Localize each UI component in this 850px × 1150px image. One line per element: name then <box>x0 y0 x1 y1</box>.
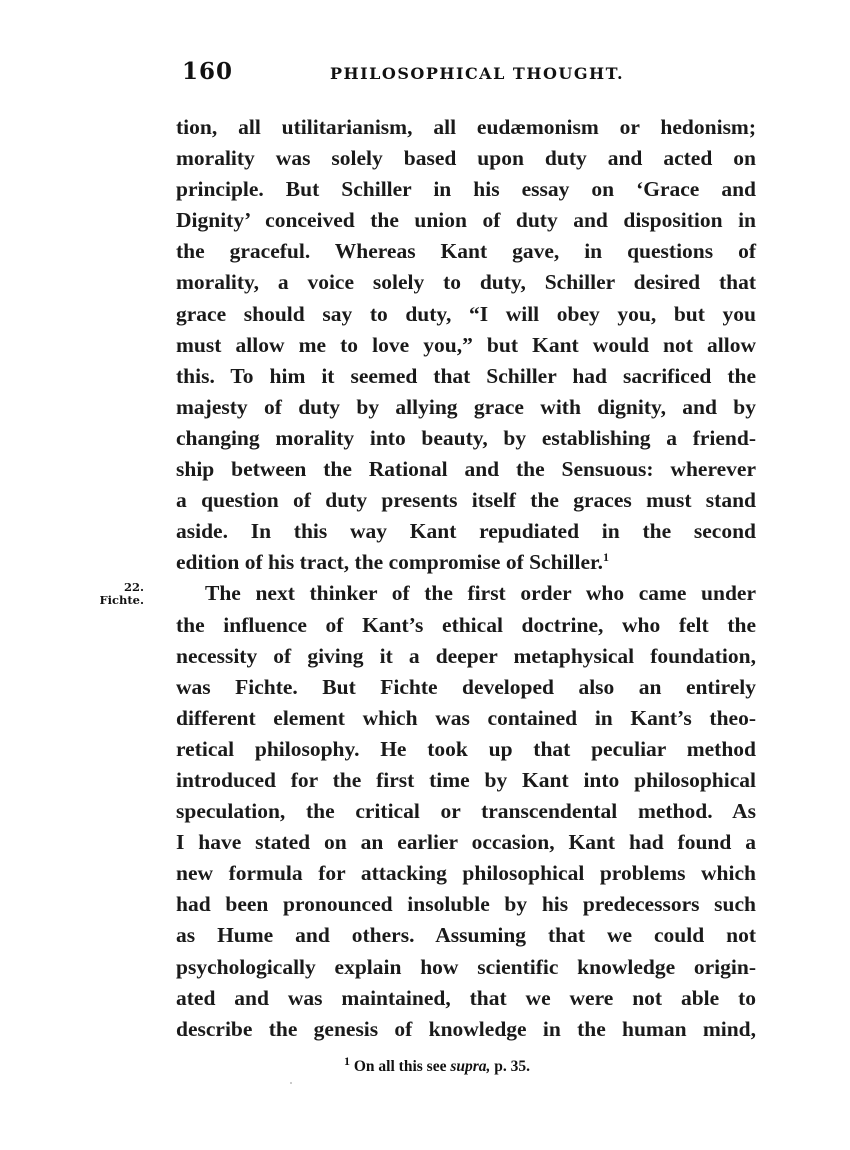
text-line: grace should say to duty, “I will obey you, but you <box>176 301 756 326</box>
text-line: ated and was maintained, that we were not able to <box>176 985 756 1010</box>
text-line: introduced for the first time by Kant into philosophical <box>176 767 756 792</box>
text-line: morality, a voice solely to duty, Schiller desired that <box>176 270 756 295</box>
running-title: PHILOSOPHICAL THOUGHT. <box>330 64 625 83</box>
text-line: this. To him it seemed that Schiller had sacrificed the <box>176 363 756 388</box>
text-line: as Hume and others. Assuming that we could not <box>176 923 756 948</box>
page-number: 160 <box>182 58 234 85</box>
footnote-reference[interactable]: 1 <box>602 550 609 565</box>
text-line: Dignity’ conceived the union of duty and disposition in <box>176 208 756 233</box>
text-line: different element which was contained in Kant’s theo- <box>176 705 756 730</box>
text-line: tion, all utilitarianism, all eudæmonism or hedonism; <box>176 115 756 139</box>
text-line: morality was solely based upon duty and acted on <box>176 146 756 171</box>
text-line: a question of duty presents itself the graces must stand <box>176 488 756 513</box>
footnote-marker: 1 <box>344 1053 350 1068</box>
text-line: ship between the Rational and the Sensuous: wherever <box>176 457 756 482</box>
margin-note-number: 22. <box>123 580 144 594</box>
paragraph-start-line: The next thinker of the first order who came under <box>205 581 756 606</box>
scan-speck <box>290 1082 292 1084</box>
running-head <box>178 58 758 88</box>
footnote-italic: supra, <box>450 1058 491 1075</box>
margin-note-label: Fichte. <box>99 593 144 607</box>
text-line: majesty of duty by allying grace with dignity, and by <box>176 394 756 419</box>
text-line: describe the genesis of knowledge in the human mind, <box>176 1016 756 1041</box>
text-line-content: edition of his tract, the compromise of Schiller. <box>176 550 603 575</box>
text-line: principle. But Schiller in his essay on ‘Grace and <box>176 177 756 202</box>
text-line: aside. In this way Kant repudiated in the second <box>176 519 756 544</box>
text-line: the graceful. Whereas Kant gave, in questions of <box>176 239 756 264</box>
text-line: was Fichte. But Fichte developed also an entirely <box>176 674 756 699</box>
text-line: speculation, the critical or transcendental method. As <box>176 799 756 824</box>
body-text <box>176 112 756 1045</box>
text-line: I have stated on an earlier occasion, Kant had found a <box>176 830 756 855</box>
text-line: necessity of giving it a deeper metaphysical foundation, <box>176 643 756 668</box>
text-line: retical philosophy. He took up that peculiar method <box>176 736 756 761</box>
text-line: must allow me to love you,” but Kant would not allow <box>176 332 756 357</box>
text-line: new formula for attacking philosophical problems which <box>176 861 756 886</box>
text-line: changing morality into beauty, by establishing a friend- <box>176 425 756 450</box>
text-line: psychologically explain how scientific knowledge origin- <box>176 954 756 979</box>
text-line-with-footnote <box>176 547 756 578</box>
text-line: the influence of Kant’s ethical doctrine, who felt the <box>176 612 756 637</box>
text-line: had been pronounced insoluble by his predecessors such <box>176 892 756 917</box>
footnote-ref: p. 35. <box>494 1058 531 1075</box>
footnote-text: On all this see <box>353 1058 447 1075</box>
footnote <box>344 1053 531 1076</box>
margin-note <box>84 581 144 607</box>
